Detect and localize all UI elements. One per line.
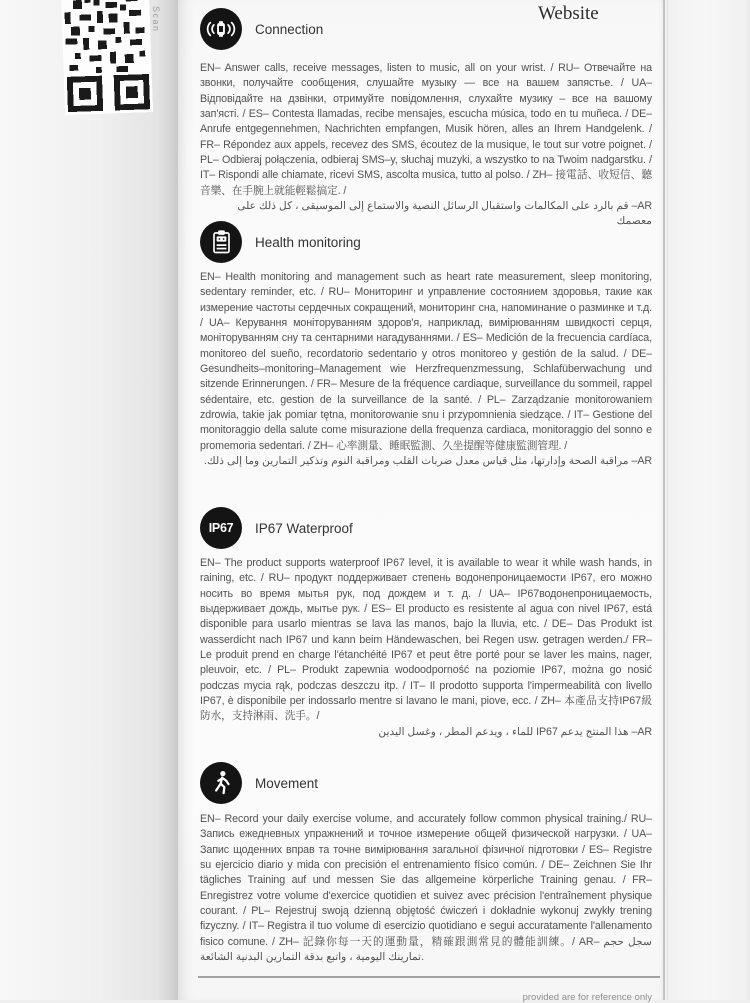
footer-note: provided are for reference only: [522, 992, 652, 1003]
left-page-strip: [0, 0, 178, 1000]
ip67-badge-text: IP67: [208, 521, 234, 535]
section-text: EN– Health monitoring and management such as heart rate measurement, sleep monitoring, sedentary reminder, etc. / RU– Мониторинг и управление состоянием здоровья, такие как измерение частоты сердечных сокращений, мониторинг сна, напоминание о разминке и т.д. / UA– Керування моніторуванням здоров'я, наприклад, вимірюванням швидкості серця, моніторуванням сну та сентарними нагадуваннями. / ES– Medición de la frecuencia cardíaca, monitoreo del sueño, recordatorio sedentario y otros monitoreo y gestión de la salud. / DE– Gesundheits–monitoring–Management wie Herzfrequenzmessung, Schlafüberwachung und sitzende Erinnerungen. / FR– Mesure de la fréquence cardiaque, surveillance du sommeil, rappel sédentaire, etc. gestion de la surveillance de la santé. / PL– Zarządzanie monitorowaniem zdrowia, takie jak pomiar tętna, monitorowanie snu i przypomnienia siedzące. / IT– Gestione del monitoraggio della salute come misurazione della frequenza cardiaca, monitoraggio del sonno e promemoria sedentari. / ZH– 心率測量、睡眠監測、久坐提醒等健康監測管理. /: [200, 271, 652, 452]
section-text: EN– The product supports waterproof IP67 level, it is available to wear it while wash hands, in raining, etc. / RU– продукт поддерживает степень водонепроницаемости IP67, его можно носить во время мытья рук, под дождем и т. д. / UA– IP67водонепроницаемость, выдерживает дождь, мытье рук. / ES– El producto es resistente al agua con nivel IP67, está disponible para usarlo mientras se lava las manos, bajo la lluvia, etc. / DE– Das Produkt ist wasserdicht nach IP67 und kann beim Händewaschen, bei Regen usw. getragen werden./ FR– Le produit prend en charge l'étanchéité IP67 et peut être porté pour se laver les mains, nager, pleuvoir, etc. / PL– Produkt zapewnia wodoodporność na poziomie IP67, można go nosić podczas mycia rąk, podczas deszczu itp. / IT– Il prodotto supporta l'impermeabilità con livello IP67, è disponibile per indossarlo mentre si lavano le mani, piove, ecc. / ZH– 本產品支持IP67級防水，支持淋雨、洗手。/: [200, 557, 652, 723]
section-text: EN– Record your daily exercise volume, and accurately follow common physical training./ RU– Запись ежедневных упражнений и точное измерение общей физической нагрузки. / UA– Запис щоденних вправ та точне вимірювання загальної фізичної підготовки / ES– Registre su ejercicio diario y mida con precisión el entrenamiento físico común. / DE– Zeichnen Sie Ihr tägliches Training auf und messen Sie das allgemeine körperliche Training genau. / FR– Enregistrez votre volume d'exercice quotidien et suivez avec précision l'entraînement physique courant. / PL– Rejestruj swoją dzienną objętość ćwiczeń i dokładnie wykonuj zwykły trening fizyczny. / IT– Registra il tuo volume di esercizio quotidiano e segui accuratamente l'allenamento fisico comune. / ZH– 記錄你每一天的運動量，精確跟測常見的體能訓練。/ AR– سجل حجم تمارينك اليومية ، واتبع بدقة التمارين البدنية الشائعة.: [200, 813, 652, 964]
scan-label: Scan: [151, 6, 161, 33]
section-header-health: [200, 221, 361, 263]
qr-code-icon: [61, 0, 153, 115]
section-header-movement: [200, 762, 318, 804]
section-title: Connection: [255, 21, 324, 37]
clipboard-health-icon: [200, 221, 242, 263]
section-header-connection: [200, 8, 323, 50]
walking-person-icon: [200, 762, 242, 804]
section-body-movement: [200, 812, 652, 965]
section-title: Health monitoring: [255, 234, 361, 250]
section-text-arabic: AR– هذا المنتج يدعم IP67 للماء ، ويدعم المطر ، وغسل اليدين: [378, 725, 652, 738]
section-header-waterproof: [200, 507, 353, 549]
section-body-connection: [200, 61, 652, 230]
section-title: IP67 Waterproof: [255, 520, 353, 536]
section-body-waterproof: [200, 556, 652, 740]
footer-divider: [198, 976, 660, 978]
manual-page: [178, 0, 665, 1003]
section-title: Movement: [255, 775, 319, 791]
section-text-arabic: AR– قم بالرد على المكالمات واستقبال الرسائل النصية والاستماع إلى الموسيقى ، كل ذلك على معصمك: [237, 200, 652, 228]
section-text: EN– Answer calls, receive messages, listen to music, all on your wrist. / RU– Отвечайте на звонки, получайте сообщения, слушайте музыку — все на вашем запястье. / UA– Відповідайте на дзвінки, отримуйте повідомлення, слухайте музику – все на вашому зап'ясті. / ES– Contesta llamadas, recibe mensajes, escucha música, todo en tu muñeca. / DE– Anrufe entgegennehmen, Nachrichten empfangen, Musik hören, alles an Ihrem Handgelenk. / FR– Répondez aux appels, recevez des SMS, écoutez de la musique, le tout sur votre poignet. / PL– Odbieraj połączenia, odbieraj SMS–y, słuchaj muzyki, a wszystko to na Twoim nadgarstku. / IT– Rispondi alle chiamate, ricevi SMS, ascolta musica, tutto al polso. / ZH– 接電話、收短信、聽音樂、在手腕上就能輕鬆搞定. /: [200, 62, 652, 197]
right-page-strip: [667, 0, 750, 1000]
section-body-health: [200, 270, 652, 469]
ip67-badge-icon: [200, 507, 242, 549]
website-title: Website: [538, 3, 599, 24]
section-text-arabic: AR– مراقبة الصحة وإدارتها، مثل قياس معدل ضربات القلب ومراقبة النوم وتذكير التمارين وما إلى ذلك.: [204, 455, 652, 468]
watch-vibration-icon: [200, 8, 242, 50]
